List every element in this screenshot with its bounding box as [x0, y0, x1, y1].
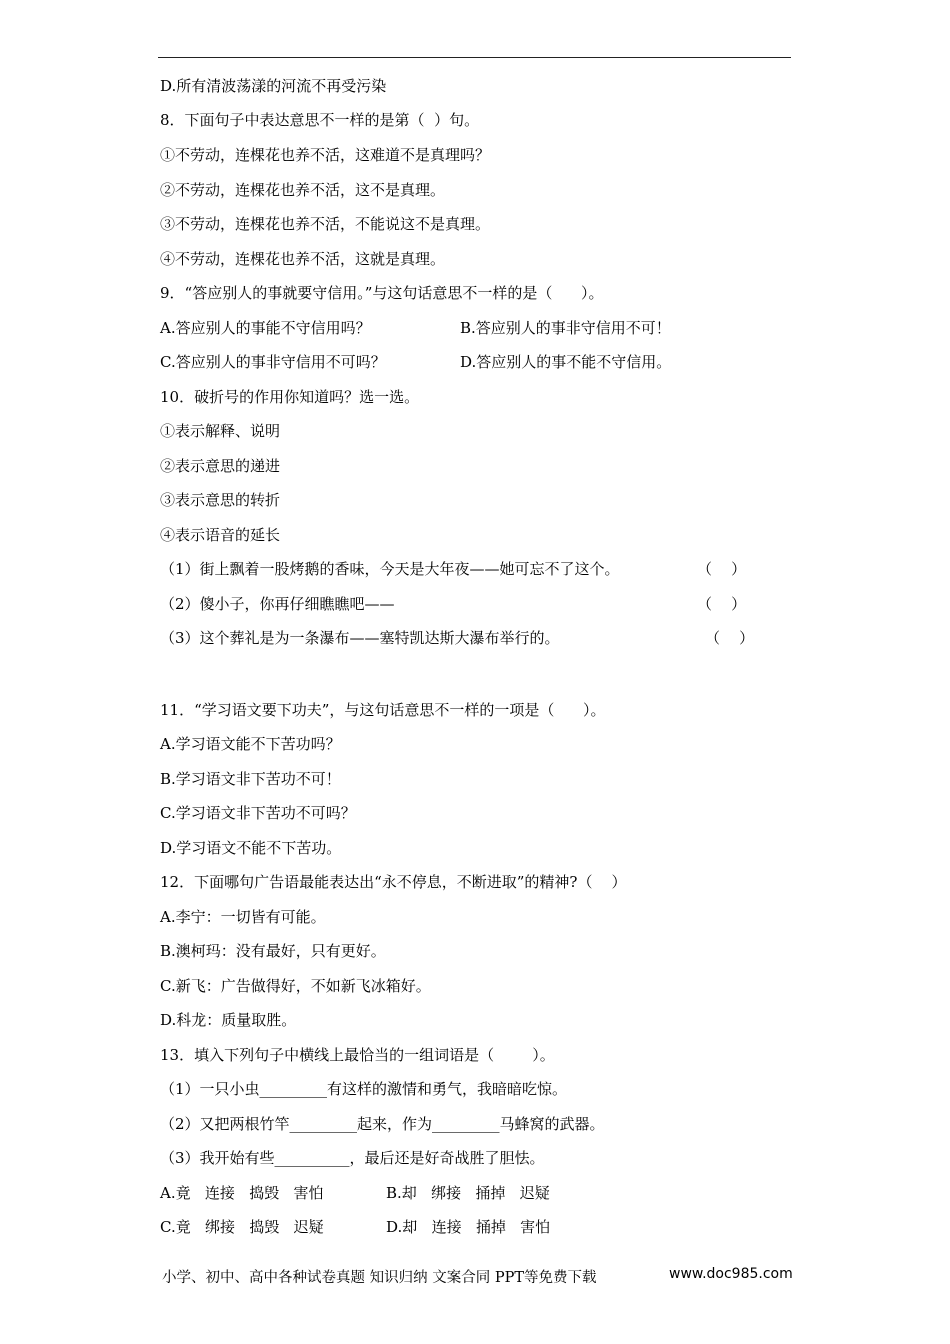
q13-option-d: D.却 连接 捅掉 害怕 — [386, 1218, 551, 1236]
q10-option-4: ④表示语音的延长 — [160, 526, 281, 544]
q11-stem: 11．“学习语文要下功夫”，与这句话意思不一样的一项是（ ）。 — [160, 701, 606, 719]
q10-option-3: ③表示意思的转折 — [160, 491, 281, 509]
q10-sub-3-blank: （ ） — [705, 629, 755, 647]
q10-stem: 10．破折号的作用你知道吗？选一选。 — [160, 388, 420, 406]
q13-option-c: C.竟 绑接 捣毁 迟疑 — [160, 1218, 324, 1236]
q10-sub-2-blank: （ ） — [697, 595, 747, 613]
q11-option-d: D.学习语文不能不下苦功。 — [160, 839, 342, 857]
q13-option-a: A.竟 连接 捣毁 害怕 — [160, 1184, 324, 1202]
q13-option-b: B.却 绑接 捅掉 迟疑 — [386, 1184, 550, 1202]
q10-sub-3: （3）这个葬礼是为一条瀑布——塞特凯达斯大瀑布举行的。 — [160, 629, 560, 647]
footer-text: 小学、初中、高中各种试卷真题 知识归纳 文案合同 PPT等免费下载 — [162, 1270, 597, 1286]
footer-link[interactable]: www.doc985.com — [669, 1266, 793, 1282]
q11-option-c: C.学习语文非下苦功不可吗？ — [160, 804, 356, 822]
q8-item-2: ②不劳动，连棵花也养不活，这不是真理。 — [160, 181, 446, 199]
q9-option-d: D.答应别人的事不能不守信用。 — [460, 353, 672, 371]
q8-stem: 8．下面句子中表达意思不一样的是第（ ）句。 — [160, 111, 480, 129]
q8-item-3: ③不劳动，连棵花也养不活，不能说这不是真理。 — [160, 215, 491, 233]
q10-sub-1: （1）街上飘着一股烤鹅的香味，今天是大年夜——她可忘不了这个。 — [160, 560, 620, 578]
q9-option-c: C.答应别人的事非守信用不可吗？ — [160, 353, 386, 371]
q12-option-b: B.澳柯玛：没有最好，只有更好。 — [160, 942, 386, 960]
q13-sub-2: （2）又把两根竹竿_________起来，作为_________马蜂窝的武器。 — [160, 1115, 605, 1133]
q8-item-4: ④不劳动，连棵花也养不活，这就是真理。 — [160, 250, 446, 268]
q9-option-b: B.答应别人的事非守信用不可！ — [460, 319, 671, 337]
q12-stem: 12．下面哪句广告语最能表达出“永不停息，不断进取”的精神?（ ） — [160, 873, 627, 891]
q9-option-a: A.答应别人的事能不守信用吗？ — [160, 319, 371, 337]
q10-option-2: ②表示意思的递进 — [160, 457, 281, 475]
q12-option-a: A.李宁：一切皆有可能。 — [160, 908, 326, 926]
q12-option-d: D.科龙：质量取胜。 — [160, 1011, 297, 1029]
q13-sub-1: （1）一只小虫_________有这样的激情和勇气，我暗暗吃惊。 — [160, 1080, 568, 1098]
q10-sub-2: （2）傻小子，你再仔细瞧瞧吧—— — [160, 595, 395, 613]
q10-sub-1-blank: （ ） — [697, 560, 747, 578]
q9-stem: 9．“答应别人的事就要守信用。”与这句话意思不一样的是（ ）。 — [160, 284, 604, 302]
q10-option-1: ①表示解释、说明 — [160, 422, 281, 440]
q13-stem: 13．填入下列句子中横线上最恰当的一组词语是（ ）。 — [160, 1046, 555, 1064]
q11-option-a: A.学习语文能不下苦功吗？ — [160, 735, 341, 753]
q8-item-1: ①不劳动，连棵花也养不活，这难道不是真理吗？ — [160, 146, 491, 164]
q7-option-d: D.所有清波荡漾的河流不再受污染 — [160, 77, 387, 95]
q13-sub-3: （3）我开始有些__________，最后还是好奇战胜了胆怯。 — [160, 1149, 545, 1167]
q12-option-c: C.新飞：广告做得好，不如新飞冰箱好。 — [160, 977, 431, 995]
q11-option-b: B.学习语文非下苦功不可！ — [160, 770, 341, 788]
header-rule — [158, 57, 791, 58]
